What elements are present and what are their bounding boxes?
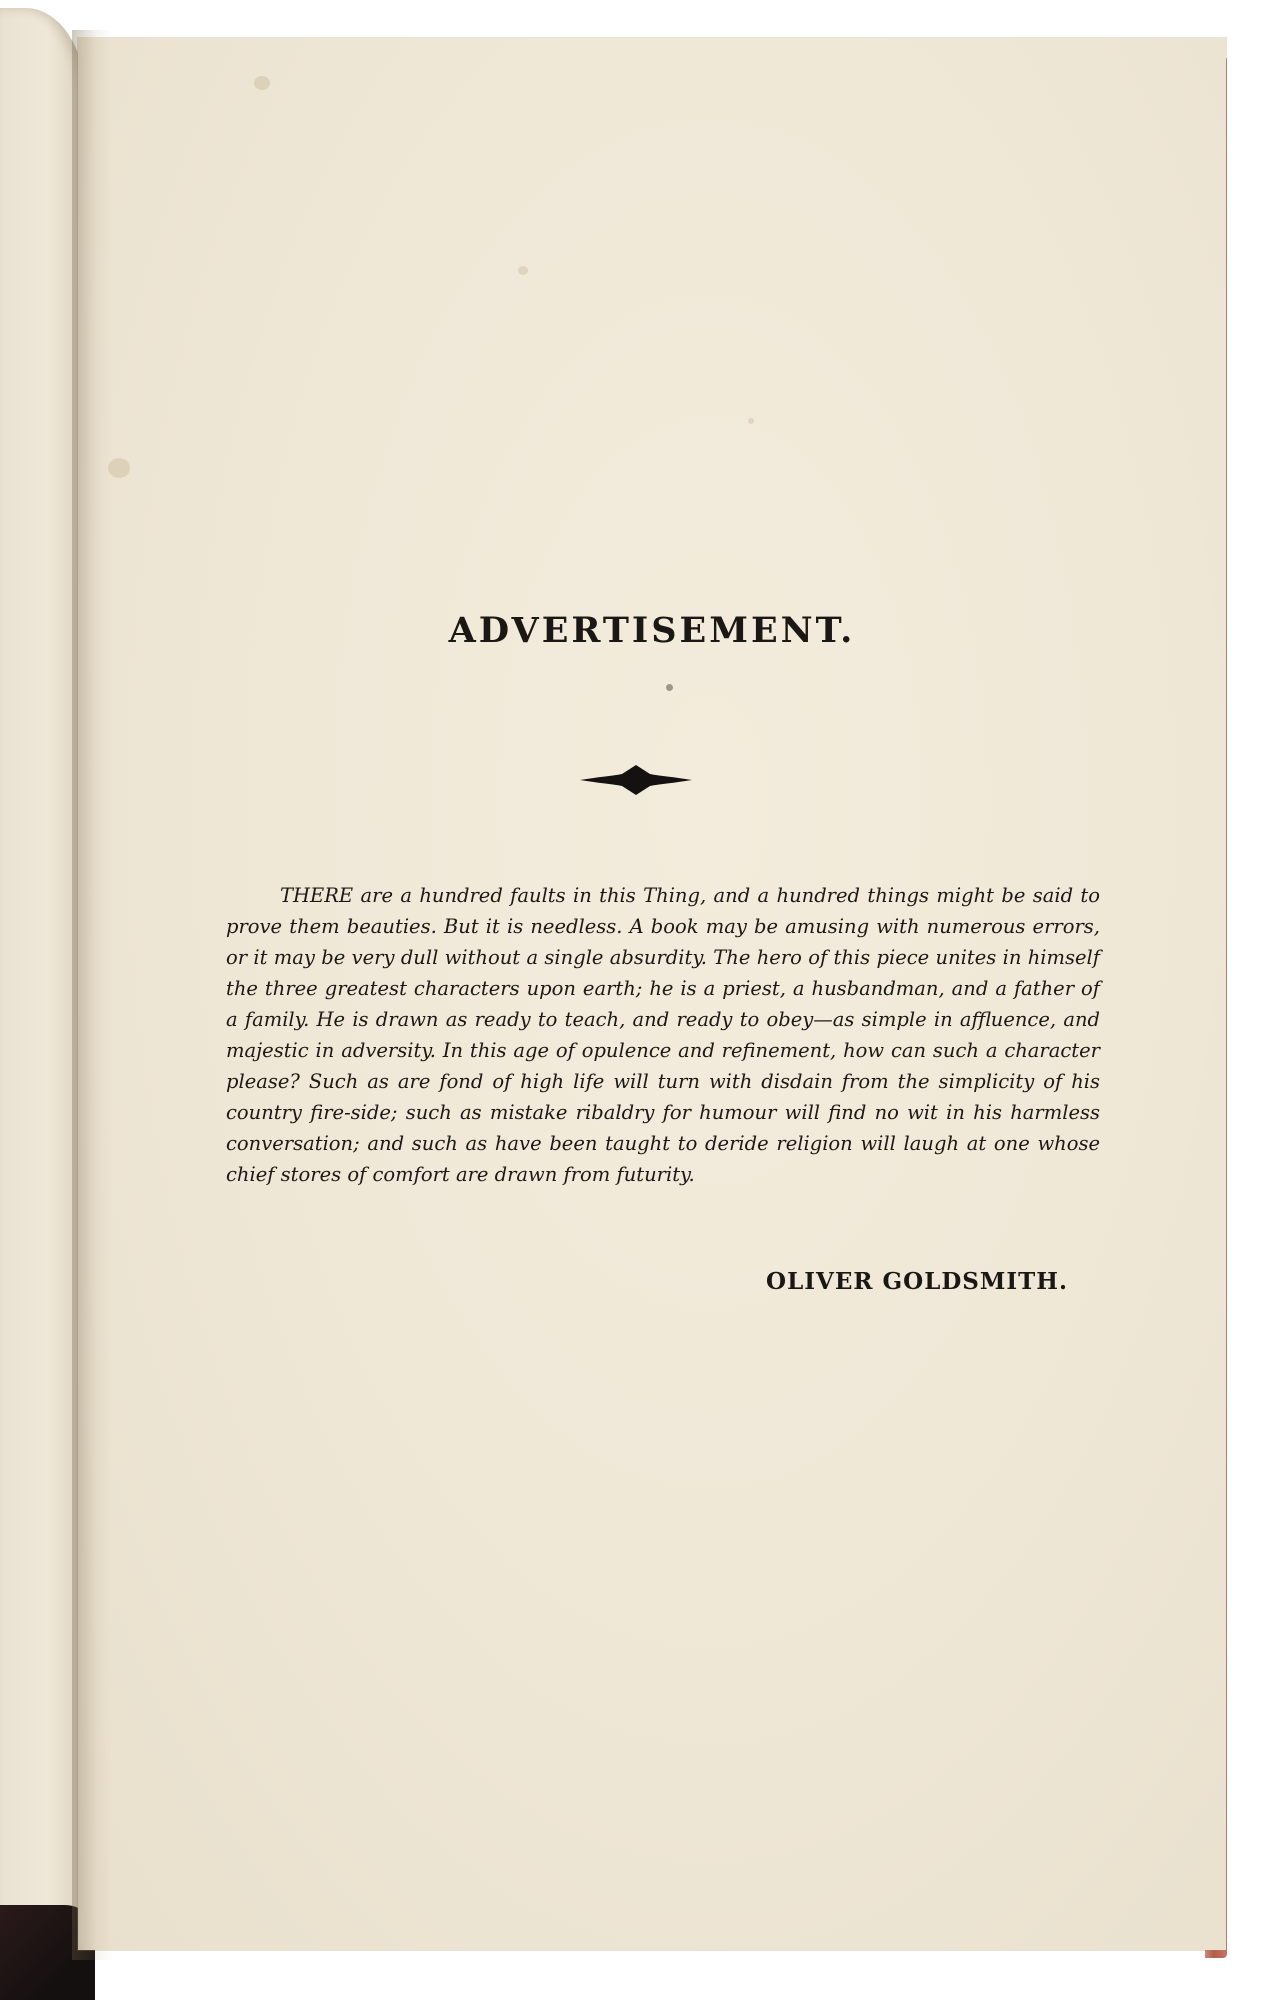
- advertisement-paragraph: THERE are a hundred faults in this Thing, and a hundred things might be said to prove them beauties. But it is needless. A book may be amusing with numerous errors, or it may be very dull without a single absurdity. The hero of this piece unites in himself the three greatest characters upon earth; he is a priest, a husbandman, and a father of a family. He is drawn as ready to teach, and ready to obey—as simple in affluence, and majestic in adversity. In this age of opulence and refinement, how can such a character please? Such as are fond of high life will turn with disdain from the simplicity of his country fire-side; such as mistake ribaldry for humour will find no wit in his harmless conversation; and such as have been taught to deride religion will laugh at one whose chief stores of comfort are drawn from futurity.: [226, 884, 1100, 1186]
- diamond-rule-ornament-icon: [578, 763, 694, 797]
- foxing-spot: [518, 266, 528, 275]
- foxing-spot: [666, 684, 673, 691]
- foxing-spot: [254, 76, 270, 90]
- right-page: [78, 38, 1226, 1950]
- foxing-spot: [748, 418, 754, 424]
- author-signature: OLIVER GOLDSMITH.: [766, 1268, 1068, 1295]
- page-title: ADVERTISEMENT.: [448, 610, 856, 651]
- gutter-shadow: [72, 30, 112, 1960]
